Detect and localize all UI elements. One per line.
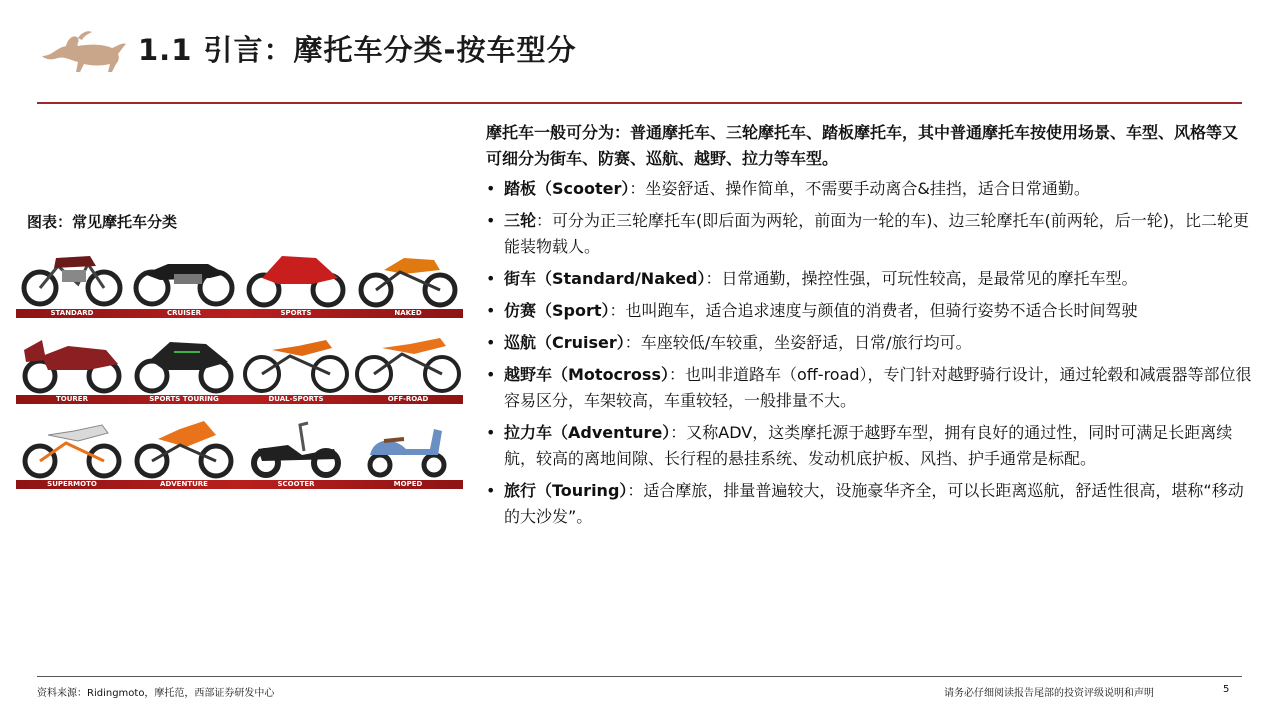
category-label-naked: NAKED (394, 309, 422, 317)
grid-row (16, 330, 463, 406)
category-label-off-road: OFF-ROAD (387, 395, 429, 403)
category-label-sports-touring: SPORTS TOURING (149, 395, 219, 403)
sports-touring-bike-image (130, 330, 238, 396)
category-label-cruiser: CRUISER (166, 309, 202, 317)
desc-adventure: ：又称ADV，这类摩托源于越野车型，拥有良好的通过性，同时可满足长距离续航，较高的离地间隙、长行程的悬挂系统、发动机底护板、风挡、护手通常是标配。 (504, 423, 1233, 468)
list-item (486, 298, 1256, 324)
category-label-scooter: SCOOTER (277, 480, 315, 488)
term-motocross: 越野车（Motocross） (504, 365, 669, 384)
term-touring: 旅行（Touring） (504, 481, 628, 500)
desc-motocross: ：也叫非道路车（off-road），专门针对越野骑行设计，通过轮毂和减震器等部位很容易区分，车架较高，车重较轻，一般排量不大。 (504, 365, 1252, 410)
dual-sports-bike-image (242, 330, 350, 396)
source-note: 资料来源：Ridingmoto，摩托范，西部证券研发中心 (37, 688, 275, 699)
adventure-bike-image (130, 415, 238, 481)
list-item (486, 330, 1256, 356)
desc-scooter: ：坐姿舒适、操作简单，不需要手动离合&挂挡，适合日常通勤。 (629, 179, 1090, 198)
desc-standard: ：日常通勤，操控性强，可玩性较高，是最常见的摩托车型。 (705, 269, 1138, 288)
cruiser-bike-image (130, 244, 238, 310)
list-item (486, 266, 1256, 292)
scooter-bike-image (242, 415, 350, 481)
bull-logo-icon (38, 26, 130, 76)
desc-cruiser: ：车座较低/车较重，坐姿舒适，日常/旅行均可。 (624, 333, 972, 352)
term-scooter: 踏板（Scooter） (504, 179, 630, 198)
term-adventure: 拉力车（Adventure） (504, 423, 671, 442)
term-sport: 仿赛（Sport） (504, 301, 610, 320)
category-label-moped: MOPED (393, 480, 423, 488)
classification-list (486, 176, 1256, 536)
desc-three-wheel: ：可分为正三轮摩托车(即后面为两轮，前面为一轮的车)、边三轮摩托车(前两轮，后一轮)，比二轮更能装物载人。 (504, 211, 1249, 256)
list-item (486, 208, 1256, 260)
term-cruiser: 巡航（Cruiser） (504, 333, 625, 352)
standard-bike-image (18, 244, 126, 310)
category-label-tourer: TOURER (56, 395, 88, 403)
category-label-adventure: ADVENTURE (160, 480, 208, 488)
list-item (486, 420, 1256, 472)
category-strip (16, 309, 463, 318)
page-number: 5 (1223, 684, 1230, 695)
list-item (486, 478, 1256, 530)
tourer-bike-image (18, 330, 126, 396)
desc-touring: ：适合摩旅，排量普遍较大，设施豪华齐全，可以长距离巡航，舒适性很高，堪称“移动的大沙发”。 (504, 481, 1244, 526)
motorcycle-type-grid (16, 244, 463, 490)
title-divider (37, 102, 1242, 104)
category-label-dual-sports: DUAL-SPORTS (268, 395, 324, 403)
figure-caption: 图表：常见摩托车分类 (27, 213, 178, 231)
term-three-wheel: 三轮 (504, 211, 537, 230)
grid-row (16, 244, 463, 320)
moped-bike-image (354, 415, 462, 481)
term-standard: 街车（Standard/Naked） (504, 269, 706, 288)
desc-sport: ：也叫跑车，适合追求速度与颜值的消费者，但骑行姿势不适合长时间驾驶 (609, 301, 1138, 320)
intro-paragraph: 摩托车一般可分为：普通摩托车、三轮摩托车、踏板摩托车，其中普通摩托车按使用场景、车型、风格等又可细分为街车、防赛、巡航、越野、拉力等车型。 (486, 123, 1239, 168)
list-item (486, 362, 1256, 414)
grid-row (16, 415, 463, 491)
off-road-bike-image (354, 330, 462, 396)
page-title: 1.1 引言：摩托车分类-按车型分 (138, 33, 577, 67)
supermoto-bike-image (18, 415, 126, 481)
sports-bike-image (242, 244, 350, 310)
naked-bike-image (354, 244, 462, 310)
category-label-supermoto: SUPERMOTO (47, 480, 97, 488)
disclaimer-note: 请务必仔细阅读报告尾部的投资评级说明和声明 (944, 688, 1154, 699)
category-strip (16, 395, 463, 404)
category-label-standard: STANDARD (50, 309, 94, 317)
category-strip (16, 480, 463, 489)
list-item (486, 176, 1256, 202)
category-label-sports: SPORTS (280, 309, 312, 317)
footer-divider (37, 676, 1242, 677)
